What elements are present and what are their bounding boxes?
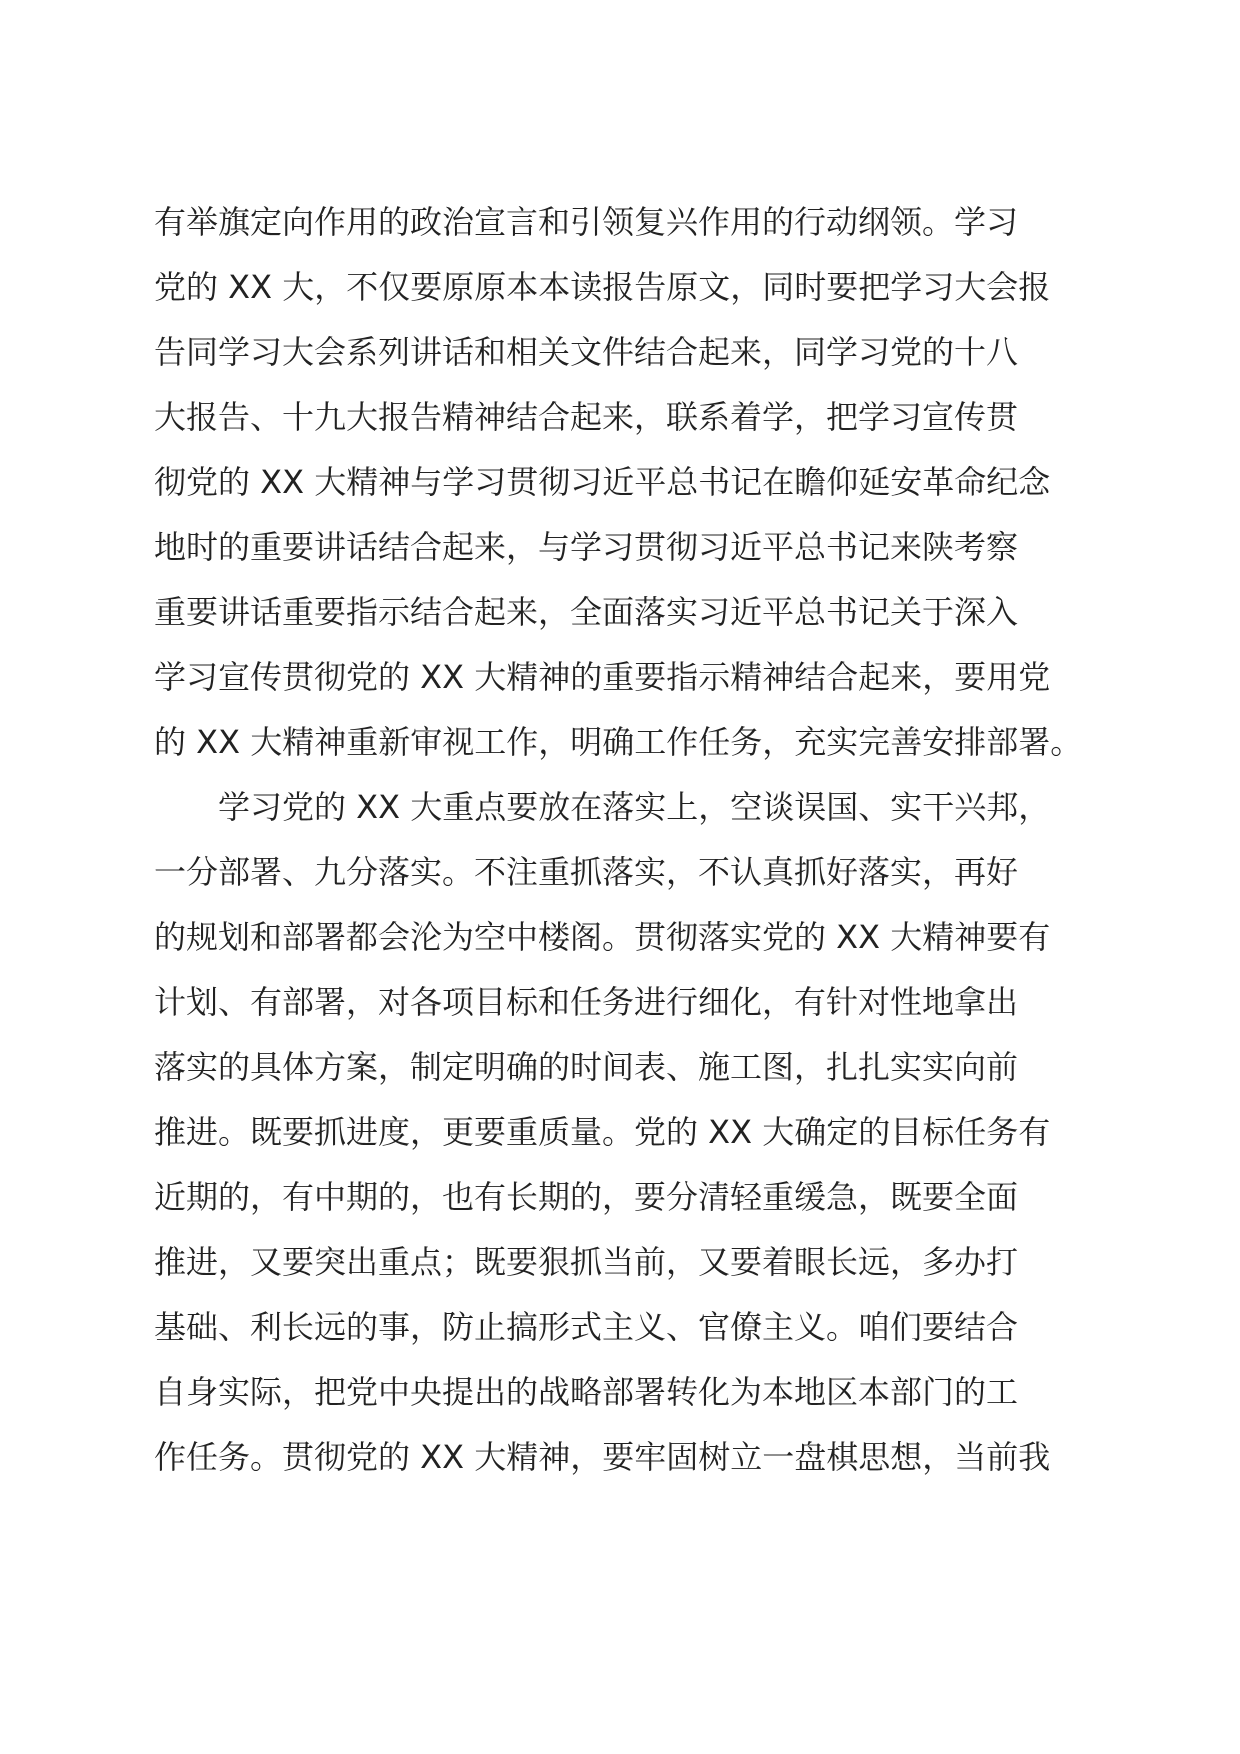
text-line: 重要讲话重要指示结合起来，全面落实习近平总书记关于深入 [154,593,1019,631]
text-line: 作任务。贯彻党的 XX 大精神，要牢固树立一盘棋思想，当前我 [154,1438,1051,1476]
text-line: 学习宣传贯彻党的 XX 大精神的重要指示精神结合起来，要用党 [154,658,1051,696]
text-line: 推进。既要抓进度，更要重质量。党的 XX 大确定的目标任务有 [154,1113,1051,1151]
text-line: 落实的具体方案，制定明确的时间表、施工图，扎扎实实向前 [154,1048,1019,1086]
text-line: 彻党的 XX 大精神与学习贯彻习近平总书记在瞻仰延安革命纪念 [154,463,1051,501]
text-line: 的规划和部署都会沦为空中楼阁。贯彻落实党的 XX 大精神要有 [154,918,1051,956]
text-line: 告同学习大会系列讲话和相关文件结合起来，同学习党的十八 [154,333,1019,371]
text-line: 的 XX 大精神重新审视工作，明确工作任务，充实完善安排部署。 [154,723,1083,761]
text-line: 大报告、十九大报告精神结合起来，联系着学，把学习宣传贯 [154,398,1019,436]
text-line: 学习党的 XX 大重点要放在落实上，空谈误国、实干兴邦， [154,788,1051,826]
text-line: 推进，又要突出重点；既要狠抓当前，又要着眼长远，多办打 [154,1243,1019,1281]
body-text [154,190,1114,1490]
text-line: 计划、有部署，对各项目标和任务进行细化，有针对性地拿出 [154,983,1019,1021]
text-line: 近期的，有中期的，也有长期的，要分清轻重缓急，既要全面 [154,1178,1019,1216]
text-line: 基础、利长远的事，防止搞形式主义、官僚主义。咱们要结合 [154,1308,1019,1346]
text-line: 有举旗定向作用的政治宣言和引领复兴作用的行动纲领。学习 [154,203,1019,241]
text-line: 一分部署、九分落实。不注重抓落实，不认真抓好落实，再好 [154,853,1019,891]
text-line: 地时的重要讲话结合起来，与学习贯彻习近平总书记来陕考察 [154,528,1019,566]
text-line: 党的 XX 大，不仅要原原本本读报告原文，同时要把学习大会报 [154,268,1051,306]
text-line: 自身实际，把党中央提出的战略部署转化为本地区本部门的工 [154,1373,1019,1411]
